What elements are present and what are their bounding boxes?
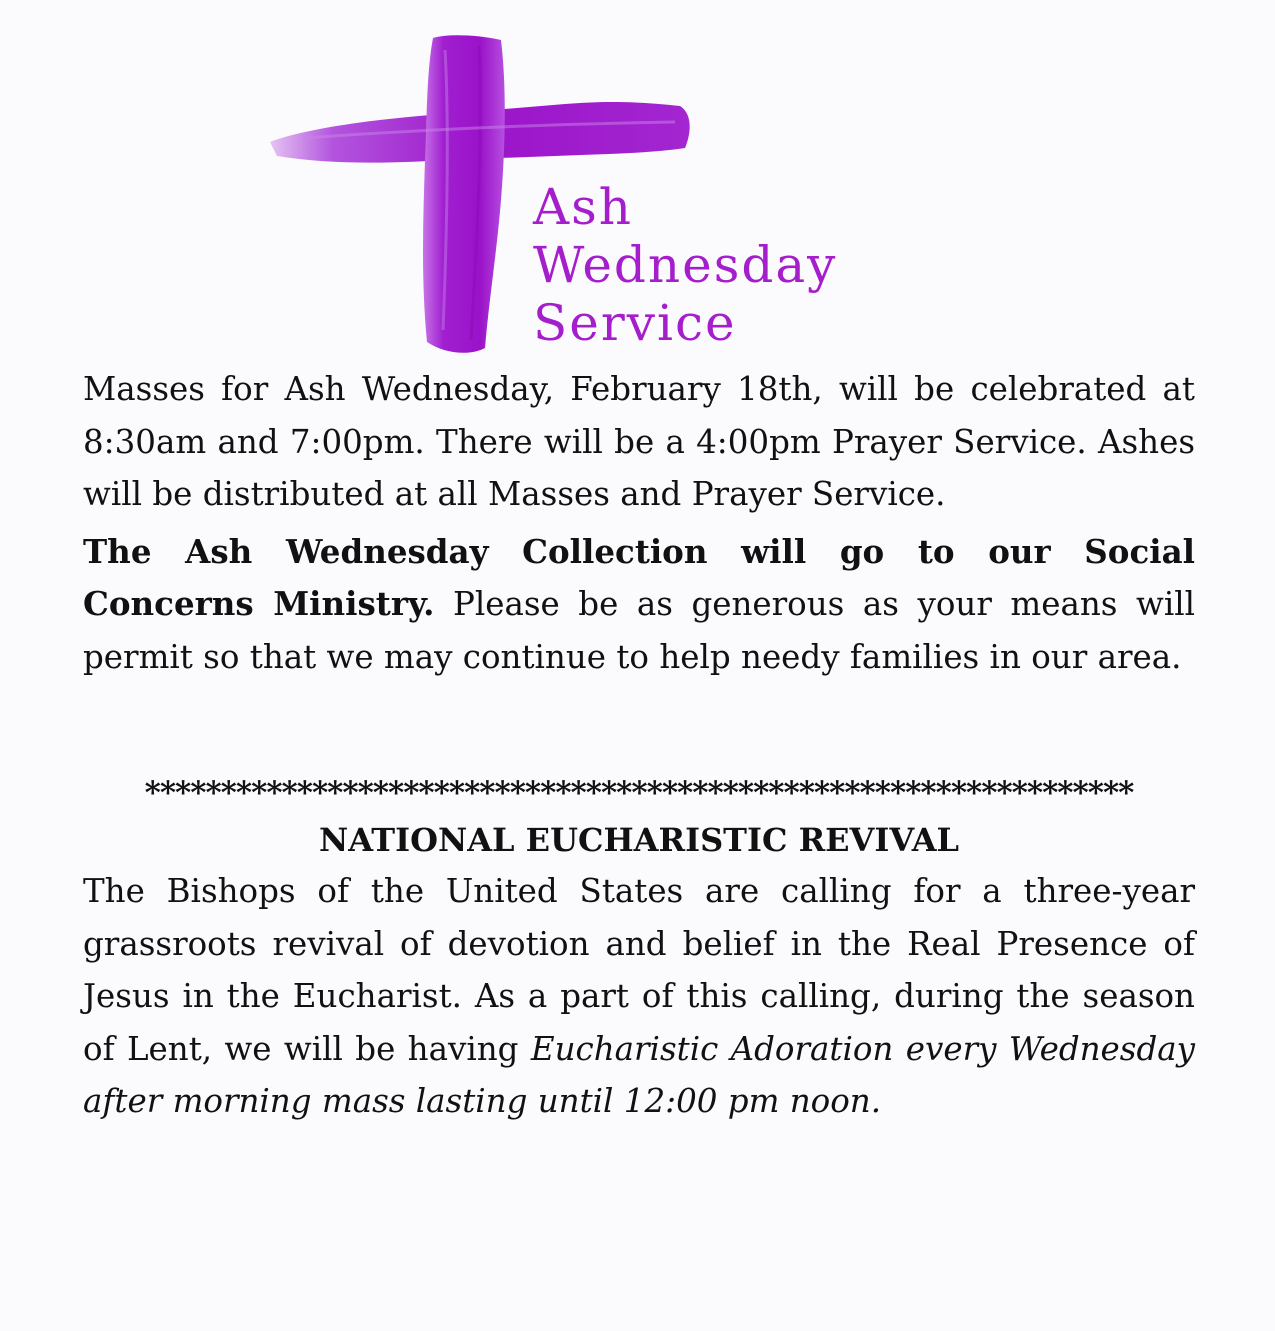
collection-text: Please be as generous as your means will permit so that we may continue to help needy families in our area. [83, 585, 1196, 676]
divider-asterisks: ***************************************************************** [144, 775, 1134, 811]
logo-title [533, 178, 837, 352]
collection-bold-text: The Ash Wednesday Collection will go to our Social Concerns Ministry. [83, 531, 1195, 623]
logo-line-wednesday: Wednesday [533, 236, 838, 294]
masses-paragraph: Masses for Ash Wednesday, February 18th, will be celebrated at 8:30am and 7:00pm. There will be a 4:00pm Prayer Service. Ashes will be distributed at all Masses and Prayer Service. [83, 370, 1195, 513]
revival-heading: NATIONAL EUCHARISTIC REVIVAL [318, 821, 960, 859]
logo-line-ash: Ash [533, 178, 633, 236]
ash-wednesday-logo [265, 30, 1085, 360]
collection-paragraph [83, 526, 1195, 684]
revival-paragraph [83, 865, 1195, 1128]
bulletin-content [83, 363, 1195, 1128]
revival-text: The Bishops of the United States are calling for a three-year grassroots revival of devotion and belief in the Real Presence of Jesus in the Eucharist. As a part of this calling, during the season of Lent, we will be having [83, 872, 1195, 1068]
adoration-italic-text: Eucharistic Adoration every Wednesday after morning mass lasting until 12:00 pm noon. [83, 1029, 1196, 1120]
logo-line-service: Service [533, 294, 737, 352]
